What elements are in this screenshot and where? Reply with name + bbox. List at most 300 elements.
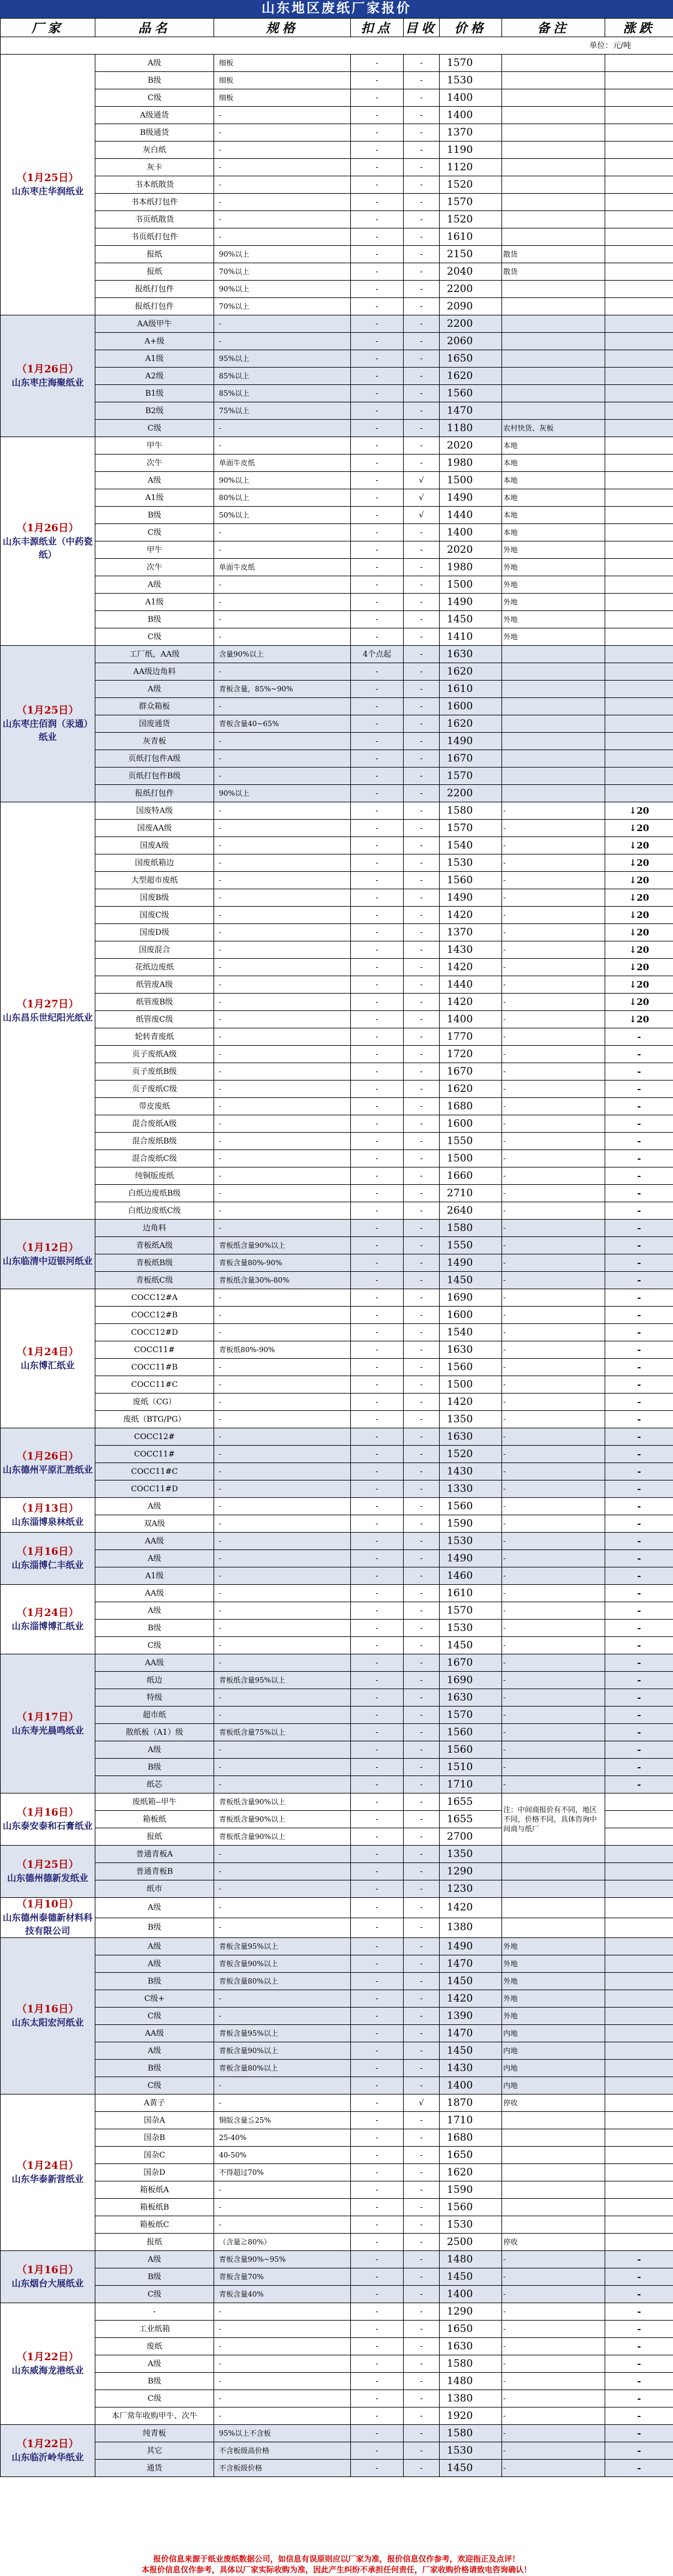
inspection-cell: - [404, 750, 440, 768]
trend-cell: - [605, 2460, 673, 2477]
note-cell [502, 385, 605, 402]
trend-cell: - [605, 1115, 673, 1133]
note-cell [502, 646, 605, 663]
inspection-cell: - [404, 1028, 440, 1046]
note-cell [502, 2129, 605, 2147]
product-cell: - [95, 2303, 214, 2321]
spec-cell: - [214, 1898, 351, 1918]
note-cell [502, 315, 605, 333]
trend-cell [605, 315, 673, 333]
table-row [1, 1776, 673, 1793]
deduction-cell: - [351, 2060, 404, 2077]
table-row [1, 1307, 673, 1324]
deduction-cell: - [351, 1620, 404, 1637]
note-cell [502, 750, 605, 768]
price-cell: 1180 [440, 420, 502, 437]
table-row [1, 2181, 673, 2199]
spec-cell: - [214, 1463, 351, 1480]
company-name: 山东临清中迈银河纸业 [2, 1255, 93, 1266]
product-cell: AA级 [95, 2025, 214, 2042]
product-cell: B级 [95, 1973, 214, 1990]
spec-cell: - [214, 194, 351, 211]
note-cell: - [502, 1724, 605, 1741]
product-cell: AA级 [95, 1533, 214, 1550]
product-cell: A1级 [95, 350, 214, 368]
inspection-cell: - [404, 1046, 440, 1063]
note-cell: - [502, 2338, 605, 2355]
spec-cell: 不含板级高价格 [214, 2442, 351, 2460]
table-row [1, 1463, 673, 1480]
spec-cell: - [214, 1220, 351, 1237]
table-row [1, 1918, 673, 1938]
product-cell: 国杂B [95, 2129, 214, 2147]
table-row [1, 1011, 673, 1028]
price-cell: 1480 [440, 2373, 502, 2390]
table-row [1, 142, 673, 159]
product-cell: 箱板纸 [95, 1811, 214, 1828]
trend-cell: - [605, 2286, 673, 2303]
deduction-cell: - [351, 1724, 404, 1741]
inspection-cell: - [404, 1324, 440, 1341]
table-row [1, 124, 673, 142]
trend-cell: - [605, 1289, 673, 1307]
inspection-cell: - [404, 1081, 440, 1098]
trend-cell: - [605, 1150, 673, 1167]
note-cell: - [502, 1081, 605, 1098]
spec-cell: - [214, 663, 351, 681]
table-row [1, 1637, 673, 1654]
deduction-cell: - [351, 1324, 404, 1341]
spec-cell: - [214, 976, 351, 994]
product-cell: 报纸 [95, 263, 214, 281]
product-cell: 边角料 [95, 1220, 214, 1237]
trend-cell [605, 1863, 673, 1880]
deduction-cell: - [351, 1359, 404, 1376]
spec-cell: - [214, 1620, 351, 1637]
note-cell: 内地 [502, 2025, 605, 2042]
price-cell: 1980 [440, 559, 502, 576]
spec-cell: 铜版含量≦25% [214, 2112, 351, 2129]
inspection-cell: - [404, 802, 440, 820]
table-row [1, 1341, 673, 1359]
note-cell [502, 733, 605, 750]
deduction-cell: - [351, 559, 404, 576]
inspection-cell: - [404, 89, 440, 107]
spec-cell: - [214, 854, 351, 872]
product-cell: 国废C级 [95, 907, 214, 924]
table-row [1, 489, 673, 507]
price-cell: 1720 [440, 1046, 502, 1063]
price-cell: 1630 [440, 2338, 502, 2355]
inspection-cell: - [404, 1272, 440, 1289]
inspection-cell: - [404, 455, 440, 472]
deduction-cell: - [351, 854, 404, 872]
product-cell: 国废B级 [95, 889, 214, 907]
price-cell: 1120 [440, 159, 502, 176]
deduction-cell: - [351, 315, 404, 333]
table-row [1, 2286, 673, 2303]
deduction-cell: - [351, 1689, 404, 1707]
trend-cell [605, 733, 673, 750]
product-cell: 大型超市废纸 [95, 872, 214, 889]
note-cell: - [502, 2373, 605, 2390]
inspection-cell: - [404, 298, 440, 315]
deduction-cell: - [351, 1955, 404, 1973]
spec-cell: - [214, 594, 351, 611]
inspection-cell: - [404, 2425, 440, 2442]
spec-cell: - [214, 2094, 351, 2112]
inspection-cell: - [404, 420, 440, 437]
deduction-cell: - [351, 1990, 404, 2008]
inspection-cell: - [404, 315, 440, 333]
product-cell: 报纸打包件 [95, 281, 214, 298]
note-cell: - [502, 2303, 605, 2321]
note-cell: - [502, 1011, 605, 1028]
deduction-cell: - [351, 1567, 404, 1585]
price-cell: 1610 [440, 1585, 502, 1602]
note-cell: - [502, 1707, 605, 1724]
deduction-cell: - [351, 2408, 404, 2425]
note-cell: - [502, 1567, 605, 1585]
spec-cell: （含量≧80%） [214, 2234, 351, 2251]
table-row [1, 368, 673, 385]
trend-cell [605, 2147, 673, 2164]
product-cell: AA级甲牛 [95, 315, 214, 333]
table-row [1, 298, 673, 315]
spec-cell: - [214, 1880, 351, 1898]
product-cell: 次牛 [95, 455, 214, 472]
inspection-cell: - [404, 333, 440, 350]
inspection-cell: - [404, 681, 440, 698]
trend-cell [605, 715, 673, 733]
deduction-cell: - [351, 159, 404, 176]
price-cell: 1670 [440, 1063, 502, 1081]
inspection-cell: - [404, 959, 440, 976]
note-cell [502, 368, 605, 385]
price-cell: 1770 [440, 1028, 502, 1046]
table-row [1, 1898, 673, 1918]
table-row [1, 1515, 673, 1533]
note-cell: - [502, 976, 605, 994]
spec-cell: - [214, 1307, 351, 1324]
inspection-cell: - [404, 1428, 440, 1446]
spec-cell: - [214, 1098, 351, 1115]
inspection-cell: - [404, 1637, 440, 1654]
product-cell: 纸管废C级 [95, 1011, 214, 1028]
table-row [1, 1585, 673, 1602]
trend-cell: - [605, 2251, 673, 2268]
spec-cell: - [214, 941, 351, 959]
deduction-cell: - [351, 507, 404, 524]
note-cell: - [502, 959, 605, 976]
note-cell: 外地 [502, 1990, 605, 2008]
product-cell: C级 [95, 524, 214, 541]
table-row [1, 1359, 673, 1376]
deduction-cell: - [351, 1973, 404, 1990]
deduction-cell: - [351, 1289, 404, 1307]
table-row [1, 2321, 673, 2338]
trend-cell: - [605, 1550, 673, 1567]
note-cell [502, 1918, 605, 1938]
header-product: 品名 [95, 19, 214, 37]
deduction-cell: - [351, 698, 404, 715]
deduction-cell: - [351, 211, 404, 228]
inspection-cell: - [404, 281, 440, 298]
inspection-cell: - [404, 1376, 440, 1394]
spec-cell: - [214, 420, 351, 437]
trend-cell [605, 1898, 673, 1918]
trend-cell [605, 489, 673, 507]
company-name: 山东临沂岭华纸业 [11, 2452, 84, 2463]
company-cell [1, 2094, 95, 2251]
spec-cell: - [214, 611, 351, 628]
company-date: （1月17日） [16, 1711, 79, 1723]
spec-cell: 单面牛皮纸 [214, 455, 351, 472]
trend-cell: - [605, 1185, 673, 1202]
note-cell [502, 2199, 605, 2216]
price-cell: 1490 [440, 1550, 502, 1567]
price-cell: 1540 [440, 1324, 502, 1341]
company-date: （1月16日） [16, 2264, 79, 2276]
spec-cell: - [214, 1446, 351, 1463]
trend-cell: - [605, 1046, 673, 1063]
note-cell: - [502, 1550, 605, 1567]
note-cell: - [502, 1654, 605, 1672]
note-cell: 注：中间商报价有不同，地区不同，价格不同，具体咨询中间商与纸厂 [502, 1793, 605, 1846]
product-cell: 书页纸散货 [95, 211, 214, 228]
deduction-cell: - [351, 663, 404, 681]
spec-cell: - [214, 1150, 351, 1167]
deduction-cell: - [351, 2373, 404, 2390]
product-cell: B2级 [95, 402, 214, 420]
price-cell: 1190 [440, 142, 502, 159]
company-date: （1月13日） [16, 1502, 79, 1515]
trend-cell [605, 646, 673, 663]
inspection-cell: - [404, 1498, 440, 1515]
inspection-cell: - [404, 1880, 440, 1898]
spec-cell: 90%以上 [214, 246, 351, 263]
spec-cell: 青板含量90%以上 [214, 1955, 351, 1973]
note-cell [502, 402, 605, 420]
product-cell: 箱板纸B [95, 2199, 214, 2216]
spec-cell: - [214, 837, 351, 854]
inspection-cell: - [404, 2390, 440, 2408]
table-row [1, 2216, 673, 2234]
trend-cell [605, 1880, 673, 1898]
table-row [1, 89, 673, 107]
price-cell: 1490 [440, 733, 502, 750]
trend-cell [605, 72, 673, 89]
table-row [1, 2008, 673, 2025]
price-cell: 2020 [440, 541, 502, 559]
trend-cell: - [605, 1515, 673, 1533]
deduction-cell: - [351, 1918, 404, 1938]
deduction-cell: - [351, 2199, 404, 2216]
deduction-cell: - [351, 1846, 404, 1863]
table-row [1, 437, 673, 455]
table-row [1, 1324, 673, 1341]
product-cell: A级 [95, 1898, 214, 1918]
table-row [1, 1133, 673, 1150]
note-cell [502, 89, 605, 107]
trend-cell [605, 281, 673, 298]
note-cell [502, 768, 605, 785]
deduction-cell: - [351, 681, 404, 698]
deduction-cell: - [351, 2077, 404, 2094]
deduction-cell: - [351, 785, 404, 802]
deduction-cell: - [351, 1167, 404, 1185]
inspection-cell: - [404, 524, 440, 541]
inspection-cell: - [404, 107, 440, 124]
note-cell: - [502, 1028, 605, 1046]
price-cell: 1710 [440, 1776, 502, 1793]
deduction-cell: - [351, 472, 404, 489]
note-cell: - [502, 1115, 605, 1133]
product-cell: C级 [95, 420, 214, 437]
note-cell: - [502, 872, 605, 889]
price-cell: 1690 [440, 1289, 502, 1307]
inspection-cell: √ [404, 507, 440, 524]
trend-cell [605, 559, 673, 576]
trend-cell [605, 211, 673, 228]
note-cell: - [502, 1689, 605, 1707]
trend-cell: - [605, 2303, 673, 2321]
table-row [1, 854, 673, 872]
note-cell [502, 350, 605, 368]
inspection-cell: - [404, 820, 440, 837]
note-cell: 外地 [502, 1973, 605, 1990]
inspection-cell: - [404, 1185, 440, 1202]
spec-cell: - [214, 733, 351, 750]
spec-cell: - [214, 228, 351, 246]
note-cell [502, 698, 605, 715]
deduction-cell: - [351, 1341, 404, 1359]
inspection-cell: - [404, 1793, 440, 1811]
note-cell: - [502, 1637, 605, 1654]
trend-cell [605, 750, 673, 768]
trend-cell [605, 1938, 673, 1955]
note-cell: - [502, 1480, 605, 1498]
product-cell: 报纸打包件 [95, 785, 214, 802]
deduction-cell: - [351, 89, 404, 107]
inspection-cell: - [404, 1115, 440, 1133]
price-cell: 1620 [440, 368, 502, 385]
inspection-cell: - [404, 1289, 440, 1307]
spec-cell: - [214, 1115, 351, 1133]
spec-cell: - [214, 1689, 351, 1707]
inspection-cell: - [404, 2147, 440, 2164]
trend-cell: - [605, 1376, 673, 1394]
table-row [1, 559, 673, 576]
deduction-cell: - [351, 281, 404, 298]
note-cell: 停收 [502, 2234, 605, 2251]
table-row [1, 1028, 673, 1046]
price-cell: 1650 [440, 2147, 502, 2164]
note-cell [502, 333, 605, 350]
inspection-cell: - [404, 2042, 440, 2060]
footer-disclaimer [0, 2554, 673, 2576]
note-cell: 本地 [502, 489, 605, 507]
product-cell: A1级 [95, 489, 214, 507]
product-cell: 白纸边废纸B级 [95, 1185, 214, 1202]
table-row [1, 420, 673, 437]
inspection-cell: - [404, 1220, 440, 1237]
deduction-cell: - [351, 2129, 404, 2147]
spec-cell: 90%以上 [214, 472, 351, 489]
product-cell: 花纸边废纸 [95, 959, 214, 976]
trend-cell [605, 628, 673, 646]
note-cell: - [502, 2355, 605, 2373]
note-cell: - [502, 1272, 605, 1289]
note-cell [502, 681, 605, 698]
price-cell: 1450 [440, 611, 502, 628]
note-cell: 外地 [502, 559, 605, 576]
price-cell: 1690 [440, 1672, 502, 1689]
price-cell: 1520 [440, 1446, 502, 1463]
table-row [1, 750, 673, 768]
product-cell: 页子废纸A级 [95, 1046, 214, 1063]
unit-row [1, 37, 673, 55]
inspection-cell: - [404, 2181, 440, 2199]
note-cell: 本地 [502, 507, 605, 524]
note-cell: - [502, 2460, 605, 2477]
inspection-cell: - [404, 768, 440, 785]
product-cell: A级 [95, 1602, 214, 1620]
spec-cell: - [214, 1498, 351, 1515]
spec-cell: - [214, 889, 351, 907]
table-row [1, 455, 673, 472]
spec-cell: 青板纸含量30%-80% [214, 1272, 351, 1289]
trend-cell [605, 1828, 673, 1846]
product-cell: 国杂A [95, 2112, 214, 2129]
price-cell: 1530 [440, 1620, 502, 1637]
price-cell: 1630 [440, 1341, 502, 1359]
product-cell: A2级 [95, 368, 214, 385]
price-cell: 1560 [440, 872, 502, 889]
spec-cell: - [214, 2181, 351, 2199]
inspection-cell: - [404, 2408, 440, 2425]
trend-cell: - [605, 1498, 673, 1515]
trend-cell [605, 55, 673, 72]
spec-cell: - [214, 1602, 351, 1620]
product-cell: B级 [95, 2268, 214, 2286]
trend-cell: - [605, 1567, 673, 1585]
table-row [1, 1220, 673, 1237]
product-cell: A黄子 [95, 2094, 214, 2112]
price-cell: 1680 [440, 1098, 502, 1115]
trend-cell [605, 142, 673, 159]
spec-cell: 90%以上 [214, 281, 351, 298]
trend-cell: - [605, 1707, 673, 1724]
inspection-cell: - [404, 1811, 440, 1828]
price-cell: 1370 [440, 124, 502, 142]
spec-cell: - [214, 1654, 351, 1672]
note-cell: - [502, 2286, 605, 2303]
product-cell: A+级 [95, 333, 214, 350]
price-cell: 1440 [440, 976, 502, 994]
price-cell: 1600 [440, 698, 502, 715]
spec-cell: - [214, 750, 351, 768]
spec-cell: - [214, 1759, 351, 1776]
trend-cell: - [605, 2355, 673, 2373]
table-row [1, 663, 673, 681]
product-cell: 国废AA级 [95, 820, 214, 837]
product-cell: A级 [95, 1955, 214, 1973]
header-inspection: 目收 [404, 19, 440, 37]
header-price: 价格 [440, 19, 502, 37]
spec-cell: - [214, 2199, 351, 2216]
spec-cell: 青板含量40~65% [214, 715, 351, 733]
